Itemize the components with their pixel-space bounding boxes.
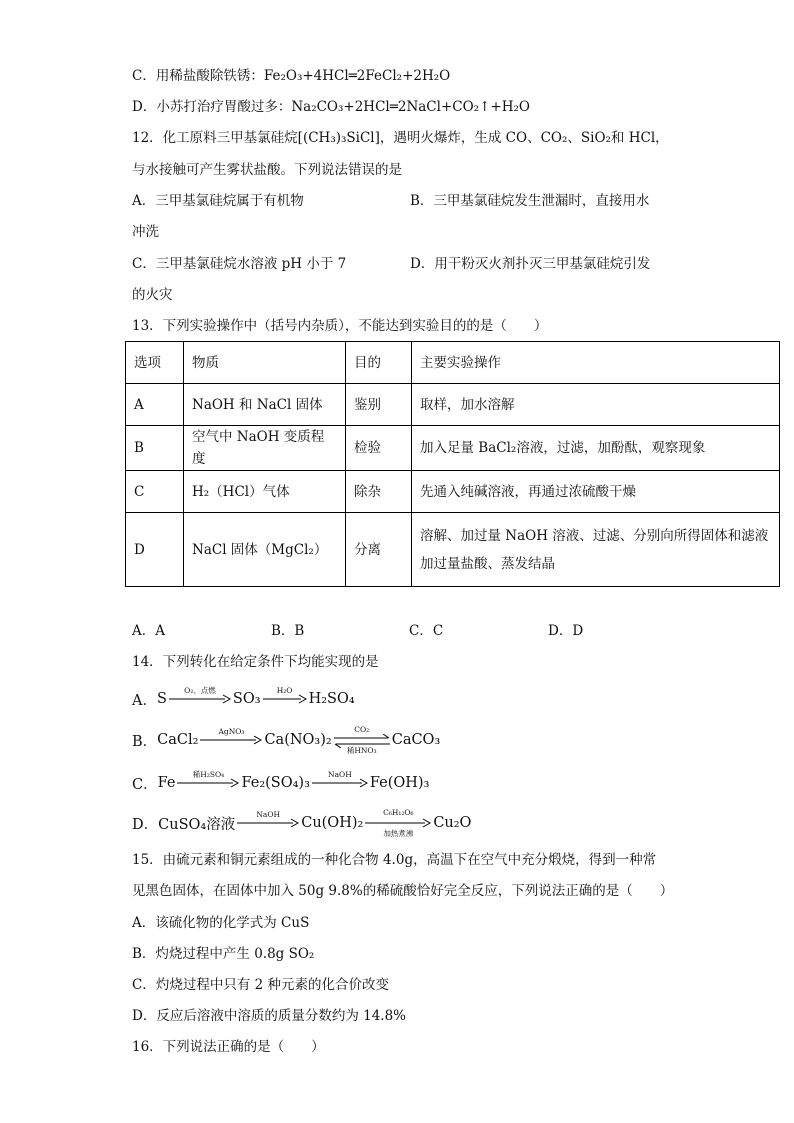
q14-stem: 14．下列转化在给定条件下均能实现的是 (132, 654, 379, 670)
q15-stem-line2: 见黑色固体，在固体中加入 50g 9.8%的稀硫酸恰好完全反应，下列说法正确的是（ ） (132, 883, 674, 899)
species: CaCl₂ (157, 732, 199, 748)
right-arrow-icon (237, 818, 299, 828)
species: Fe(OH)₃ (369, 775, 430, 791)
reversible-arrow (334, 725, 390, 755)
table-row (126, 384, 780, 426)
table-row (126, 426, 780, 471)
table-cell: A (126, 384, 184, 426)
reaction-arrow (263, 686, 307, 712)
q13-option-a: A．A (132, 623, 165, 639)
reaction-arrow (177, 770, 239, 796)
q12-option-c: C．三甲基氯硅烷水溶液 pH 小于 7 (132, 256, 347, 272)
reaction-condition: 加热煮沸 (383, 829, 414, 838)
q12-stem-line2: 与水接触可产生雾状盐酸。下列说法错误的是 (132, 162, 402, 178)
q15-stem-line1: 15．由硫元素和铜元素组成的一种化合物 4.0g，高温下在空气中充分煅烧，得到一种常 (132, 852, 657, 868)
q13-option-d: D．D (548, 623, 584, 639)
table-cell: NaOH 和 NaCl 固体 (184, 384, 346, 426)
reaction-arrow (237, 810, 299, 836)
q14-option-c (132, 768, 429, 798)
table-cell: 加入足量 BaCl₂溶液，过滤，加酚酞，观察现象 (412, 426, 780, 471)
table-header-cell: 选项 (126, 342, 184, 384)
right-arrow-icon (177, 778, 239, 788)
table-row (126, 471, 780, 513)
table-cell: 除杂 (346, 471, 412, 513)
q11-option-d (132, 97, 530, 117)
reaction-condition: NaOH (328, 770, 352, 779)
q15-option-d: D．反应后溶液中溶质的质量分数约为 14.8% (132, 1008, 407, 1024)
reaction-condition: AgNO₃ (218, 727, 245, 736)
table-cell: C (126, 471, 184, 513)
species: Ca(NO₃)₂ (264, 732, 332, 748)
table-header-cell: 目的 (346, 342, 412, 384)
table-row (126, 513, 780, 587)
reaction-condition: CO₂ (354, 725, 370, 734)
reaction-arrow (200, 727, 262, 753)
q13-stem: 13．下列实验操作中（括号内杂质），不能达到实验目的的是（ ） (132, 318, 548, 334)
right-arrow-icon (169, 694, 231, 704)
species: H₂SO₄ (308, 691, 355, 707)
q11-option-d-equation: Na₂CO₃+2HCl═2NaCl+CO₂↑+H₂O (291, 99, 530, 115)
table-header-row (126, 342, 780, 384)
right-arrow-icon (312, 778, 368, 788)
q13-option-c: C．C (409, 623, 444, 639)
species: Cu(OH)₂ (301, 815, 364, 831)
q15-option-b: B．灼烧过程中产生 0.8g SO₂ (132, 946, 315, 962)
reaction-condition: 稀HNO₃ (346, 746, 377, 755)
q16-stem: 16．下列说法正确的是（ ） (132, 1039, 325, 1055)
table-cell: 溶解、加过量 NaOH 溶液、过滤、分别向所得固体和滤液加过量盐酸、蒸发结晶 (412, 513, 780, 587)
reaction-condition: NaOH (256, 810, 281, 819)
q14-option-a-label: A． (132, 692, 157, 709)
table-cell: 先通入纯碱溶液，再通过浓硫酸干燥 (412, 471, 780, 513)
q12-option-b-cont: 冲洗 (132, 224, 159, 240)
q14-option-b-label: B． (132, 733, 158, 750)
q11-option-c-equation: Fe₂O₃+4HCl═2FeCl₂+2H₂O (263, 68, 451, 84)
table-cell: B (126, 426, 184, 471)
q12-stem-line1: 12．化工原料三甲基氯硅烷[(CH₃)₃SiCl]，遇明火爆炸，生成 CO、CO₂、SiO₂和 HCl， (132, 130, 669, 146)
q14-option-c-label: C． (132, 776, 158, 793)
table-cell: D (126, 513, 184, 587)
reaction-condition: H₂O (276, 686, 293, 695)
table-cell: 检验 (346, 426, 412, 471)
table-cell: 取样，加水溶解 (412, 384, 780, 426)
reaction-condition: O₂、点燃 (184, 686, 216, 695)
species: CaCO₃ (391, 732, 441, 748)
species: S (156, 691, 167, 707)
right-arrow-icon (200, 735, 262, 745)
species: Fe (157, 775, 176, 791)
table-cell: 分离 (346, 513, 412, 587)
q11-option-c-label: C．用稀盐酸除铁锈： (132, 68, 264, 84)
species: CuSO₄溶液 (158, 816, 236, 833)
species: Fe₂(SO₄)₃ (241, 775, 310, 791)
table-cell: NaCl 固体（MgCl₂） (184, 513, 346, 587)
table-header-cell: 物质 (184, 342, 346, 384)
q14-option-b (132, 725, 440, 755)
q13-option-b: B．B (271, 623, 305, 639)
table-cell: H₂（HCl）气体 (184, 471, 346, 513)
table-cell: 鉴别 (346, 384, 412, 426)
q12-option-d: D．用干粉灭火剂扑灭三甲基氯硅烷引发 (410, 256, 651, 272)
reaction-arrow (312, 770, 368, 796)
q12-option-b: B．三甲基氯硅烷发生泄漏时，直接用水 (410, 193, 650, 209)
reaction-condition: 稀H₂SO₄ (192, 770, 225, 779)
reaction-arrow (365, 808, 431, 838)
q12-option-a: A．三甲基氯硅烷属于有机物 (132, 193, 304, 209)
q12-option-d-cont: 的火灾 (132, 287, 173, 303)
species: Cu₂O (433, 815, 472, 831)
right-arrow-icon (365, 818, 431, 828)
species: SO₃ (232, 691, 261, 707)
reaction-arrow (169, 686, 231, 712)
q14-option-d-label: D． (132, 816, 159, 833)
q13-table (125, 341, 780, 587)
table-cell: 空气中 NaOH 变质程度 (184, 426, 346, 471)
q11-option-c (132, 66, 450, 86)
table-header-cell: 主要实验操作 (412, 342, 780, 384)
right-arrow-icon (263, 694, 307, 704)
q15-option-a: A．该硫化物的化学式为 CuS (132, 915, 310, 931)
q14-option-d (132, 808, 471, 838)
q15-option-c: C．灼烧过程中只有 2 种元素的化合价改变 (132, 977, 390, 993)
q14-option-a (132, 684, 355, 714)
reaction-condition: C₆H₁₂O₆ (383, 808, 414, 817)
q11-option-d-label: D．小苏打治疗胃酸过多： (132, 99, 292, 115)
